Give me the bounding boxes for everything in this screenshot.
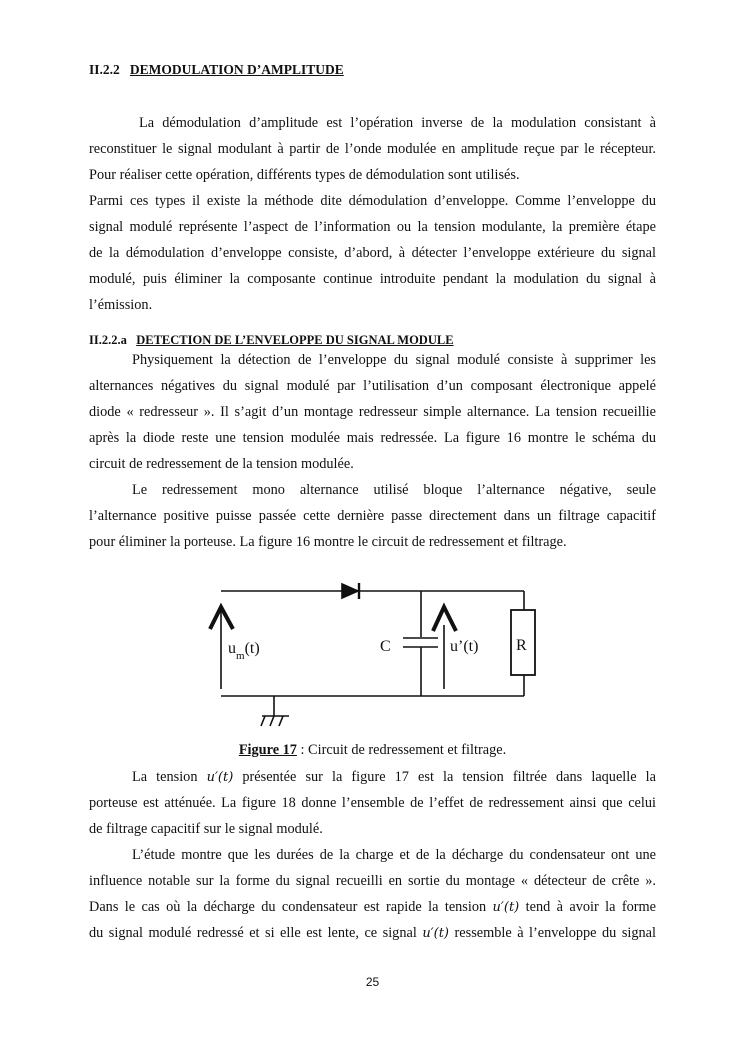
text-segment: Le redressement mono alternance utilisé bloque l’alternance négative, seule <box>132 482 656 498</box>
text-segment: ressemble à l’enveloppe du signal <box>449 925 656 941</box>
diode-icon <box>342 583 359 599</box>
text-segment: La démodulation d’amplitude est l’opération inverse de la modulation consistant à <box>139 115 656 131</box>
figure-caption-text: : Circuit de redressement et filtrage. <box>296 742 507 758</box>
text-segment: signal modulé représente l’aspect de l’information ou la tension modulante, la première étape <box>89 219 656 235</box>
text-segment: Physiquement la détection de l’enveloppe du signal modulé consiste à supprimer les <box>132 352 656 368</box>
text-segment: Pour réaliser cette opération, différents types de démodulation sont utilisés. <box>89 167 520 183</box>
text-segment: reconstituer le signal modulant à partir de l’onde modulée en amplitude reçue par le récepteur. <box>89 141 656 157</box>
text-segment: du signal modulé redressé et si elle est lente, ce signal <box>89 925 423 941</box>
text-segment: de la démodulation d’enveloppe consiste, d’abord, à détecter l’enveloppe extérieure du signal <box>89 245 656 261</box>
text-segment: après la diode reste une tension modulée mais redressée. La figure 16 montre le schéma du <box>89 430 656 446</box>
text-line <box>89 794 656 812</box>
math-expression: u′(t) <box>492 900 520 915</box>
label-c: C <box>380 638 391 655</box>
capacitor-icon <box>403 591 438 696</box>
text-segment: l’émission. <box>89 297 153 313</box>
text-segment: diode « redresseur ». Il s’agit d’un montage redresseur simple alternance. La tension recueillie <box>89 404 656 420</box>
section-title: DEMODULATION D’AMPLITUDE <box>129 62 344 77</box>
subsection-number: II.2.2.a <box>89 333 127 347</box>
text-segment: La tension <box>132 769 207 785</box>
text-segment: influence notable sur la forme du signal recueilli en sortie du montage « détecteur de crête ». <box>89 873 656 889</box>
text-segment: l’alternance positive puisse passée cette dernière passe directement dans un filtrage capacitif <box>89 508 656 524</box>
text-segment: circuit de redressement de la tension modulée. <box>89 456 354 472</box>
math-expression: u′(t) <box>422 926 450 941</box>
text-segment: modulé, puis éliminer la composante continue introduite pendant la modulation du signal à <box>89 271 656 287</box>
text-line <box>89 872 656 890</box>
figure-label: Figure 17 <box>238 742 297 758</box>
text-line <box>132 768 656 787</box>
label-uprime: u’(t) <box>450 638 479 655</box>
label-um: $u_m(t)$ <box>228 640 260 662</box>
label-r: R <box>516 637 527 654</box>
subsection-title: DETECTION DE L’ENVELOPPE DU SIGNAL MODULE <box>136 333 454 347</box>
section-number: II.2.2 <box>89 62 120 77</box>
text-line <box>89 898 656 917</box>
text-segment: tend à avoir la forme <box>519 899 656 915</box>
page-number: 25 <box>365 975 380 989</box>
figure-caption <box>0 742 745 759</box>
math-expression: u′(t) <box>206 770 234 785</box>
text-segment: alternances négatives du signal modulé par l’utilisation d’un composant électronique appelé <box>89 378 656 394</box>
text-segment: L’étude montre que les durées de la charge et de la décharge du condensateur ont une <box>132 847 656 863</box>
text-segment: de filtrage capacitif sur le signal modulé. <box>89 821 323 837</box>
text-segment: porteuse est atténuée. La figure 18 donne l’ensemble de l’effet de redressement ainsi que celui <box>89 795 656 811</box>
text-line <box>89 924 656 943</box>
ground-icon <box>261 696 289 726</box>
text-line <box>89 820 656 838</box>
text-segment: présentée sur la figure 17 est la tension filtrée dans laquelle la <box>233 769 657 785</box>
text-line <box>132 846 656 864</box>
text-segment: Parmi ces types il existe la méthode dite démodulation d’enveloppe. Comme l’enveloppe du <box>89 193 656 209</box>
text-segment: Dans le cas où la décharge du condensateur est rapide la tension <box>89 899 493 915</box>
text-segment: pour éliminer la porteuse. La figure 16 montre le circuit de redressement et filtrage. <box>89 534 567 550</box>
